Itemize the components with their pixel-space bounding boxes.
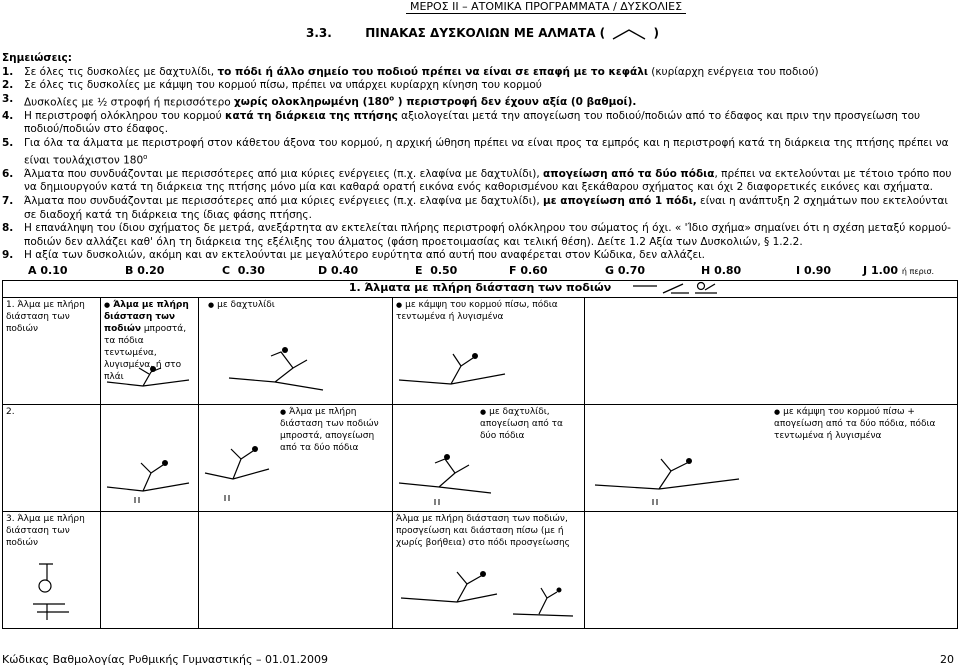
row3-cell-2 [101, 512, 199, 629]
row3-label-cell: 3. Άλμα με πλήρη διάσταση των ποδιών [3, 512, 101, 629]
page-number: 20 [940, 653, 954, 666]
value-i: I 0.90 [796, 264, 832, 277]
note-9: 9. Η αξία των δυσκολιών, ακόμη και αν εκτελούνται με μεγαλύτερο ευρύτητα από αυτή που αναφέρεται στον Κώδικα, δεν αλλάζει. [2, 249, 706, 262]
row1-label-cell: 1. Άλμα με πλήρη διάσταση των ποδιών [3, 298, 101, 405]
note-5: 5. Για όλα τα άλματα με περιστροφή στον κάθετου άξονα του κορμού, η αρχική ώθηση πρέπει να είναι προς τα εμπρός και η περιστροφή κατά τη διάρκεια της πτήσης πρέπει να είναι τουλάχιστον $180^o$ [2, 137, 949, 167]
row2-cell-4: ● με δαχτυλίδι, απογείωση από τα δύο πόδια [393, 405, 585, 512]
running-header [0, 0, 960, 14]
split-landing-figure-icon [397, 558, 581, 624]
running-header-text: ΜΕΡΟΣ ΙΙ – ΑΤΟΜΙΚΑ ΠΡΟΓΡΑΜΜΑΤΑ / ΔΥΣΚΟΛΙΕΣ [406, 0, 686, 14]
value-a: A 0.10 [28, 264, 68, 277]
row2-cell-5: ● με κάμψη του κορμού πίσω + απογείωση από τα δύο πόδια, πόδια τεντωμένα ή λυγισμένα [585, 405, 958, 512]
leap-symbol-icon [609, 27, 649, 41]
note-8: 8. Η επανάληψη του ίδιου σχήματος δε μετρά, ανεξάρτητα αν εκτελείται πλήρης περιστροφή ολόκληρου του σώματος ή όχι. « 'Ίδιο σχήμα» σημαίνει ότι η σχέση μεταξύ κορμού-ποδιών δεν αλλάζει καθ' όλη τη διάρκεια της εξέλιξης του άλματος (φάση προετοιμασίας και τελική θέση). Δείτε 1.2 Αξία των Δυσκολιών, § 1.2.2. [2, 222, 951, 248]
split-leap-two-feet-figure-icon [105, 451, 195, 507]
value-e: E 0.50 [415, 264, 458, 277]
value-c: C 0.30 [222, 264, 265, 277]
row3-cell-5 [585, 512, 958, 629]
note-7: 7. Άλματα που συνδυάζονται με περισσότερες από μια κύριες ενέργειες (π.χ. ελαφίνα με δαχτυλίδι), με απογείωση από 1 πόδι, είναι η ανάπτυξη 2 σχημάτων που εκτελούνται σε διαδοχή κατά τη διάρκεια της ίδιας φάσης πτήσης. [2, 194, 948, 221]
row2-label-cell: 2. [3, 405, 101, 512]
row1-cell-4: ● με κάμψη του κορμού πίσω, πόδια τεντωμένα ή λυγισμένα [393, 298, 585, 405]
notes-block [2, 52, 952, 263]
table-group-title: 1. Άλματα με πλήρη διάσταση των ποδιών [3, 281, 958, 298]
backbend-two-feet-figure-icon [589, 449, 769, 507]
note-6: 6. Άλματα που συνδυάζονται με περισσότερες από μια κύριες ενέργειες (π.χ. ελαφίνα με δαχτυλίδι), απογείωση από τα δύο πόδια, πρέπει να εκτελούνται με τέτοιο τρόπο που να δημιουργούν κατά τη διάρκεια της πτήσης μόνο μία και καθαρά ορατή εικόνα ενός καθορισμένου και ξεκάθαρου σχήματος και όχι 2 διαφορετικές εικόνες και σχήματα. [2, 167, 952, 194]
value-j: J 1.00 ή περισ. [863, 264, 935, 277]
ring-leap-figure-icon [223, 338, 333, 398]
note-1: 1. Σε όλες τις δυσκολίες με δαχτυλίδι, το πόδι ή άλλο σημείο του ποδιού πρέπει να είναι σε επαφή με το κεφάλι (κυρίαρχη ενέργεια του ποδιού) [2, 65, 819, 78]
split-landing-symbol-icon [29, 560, 73, 622]
value-f: F 0.60 [509, 264, 548, 277]
row2-cell-2 [101, 405, 199, 512]
row1-cell-3: ● με δαχτυλίδι [199, 298, 393, 405]
section-title [306, 26, 659, 41]
value-d: D 0.40 [318, 264, 359, 277]
row2-cell-3: ● Άλμα με πλήρη διάσταση των ποδιών μπροστά, απογείωση από τα δύο πόδια [199, 405, 393, 512]
row1-cell-2: ● Άλμα με πλήρη διάσταση των ποδιών μπροστά, τα πόδια τεντωμένα, λυγισμένα, ή στο πλάι [101, 298, 199, 405]
leap-symbols-icon [631, 281, 721, 295]
row3-cell-4: Άλμα με πλήρη διάσταση των ποδιών, προσγείωση και διάσταση πίσω (με ή χωρίς βοήθεια) στο πόδι προσγείωσης [393, 512, 585, 629]
note-2: 2. Σε όλες τις δυσκολίες με κάμψη του κορμού πίσω, πρέπει να υπάρχει κυρίαρχη κίνηση του κορμού [2, 79, 542, 92]
leaps-table [2, 280, 958, 629]
notes-heading: Σημειώσεις: [2, 52, 72, 64]
difficulty-values-row [2, 264, 958, 278]
value-h: H 0.80 [701, 264, 742, 277]
row1-cell-5 [585, 298, 958, 405]
page-footer [2, 653, 954, 666]
section-number: 3.3. [306, 26, 332, 40]
backbend-leap-figure-icon [395, 340, 525, 398]
footer-text: Κώδικας Βαθμολογίας Ρυθμικής Γυμναστικής – 01.01.2009 [2, 653, 328, 666]
section-title-text: ΠΙΝΑΚΑΣ ΔΥΣΚΟΛΙΩΝ ΜΕ ΑΛΜΑΤΑ ( [365, 26, 606, 40]
section-title-close: ) [653, 26, 660, 40]
value-g: G 0.70 [605, 264, 646, 277]
ring-leap-two-feet-figure-icon [395, 449, 499, 507]
note-4: 4. Η περιστροφή ολόκληρου του κορμού κατά τη διάρκεια της πτήσης αξιολογείται μετά την απογείωση του ποδιού/ποδιών από το έδαφος και πριν την προσγείωση του ποδιού/ποδιών στο έδαφος. [2, 109, 921, 136]
value-b: B 0.20 [125, 264, 165, 277]
note-3: 3. Δυσκολίες με ½ στροφή ή περισσότερο χωρίς ολοκληρωμένη ($180^o$ ) περιστροφή δεν έχουν αξία (0 βαθμοί). [2, 92, 637, 109]
row3-cell-3 [199, 512, 393, 629]
